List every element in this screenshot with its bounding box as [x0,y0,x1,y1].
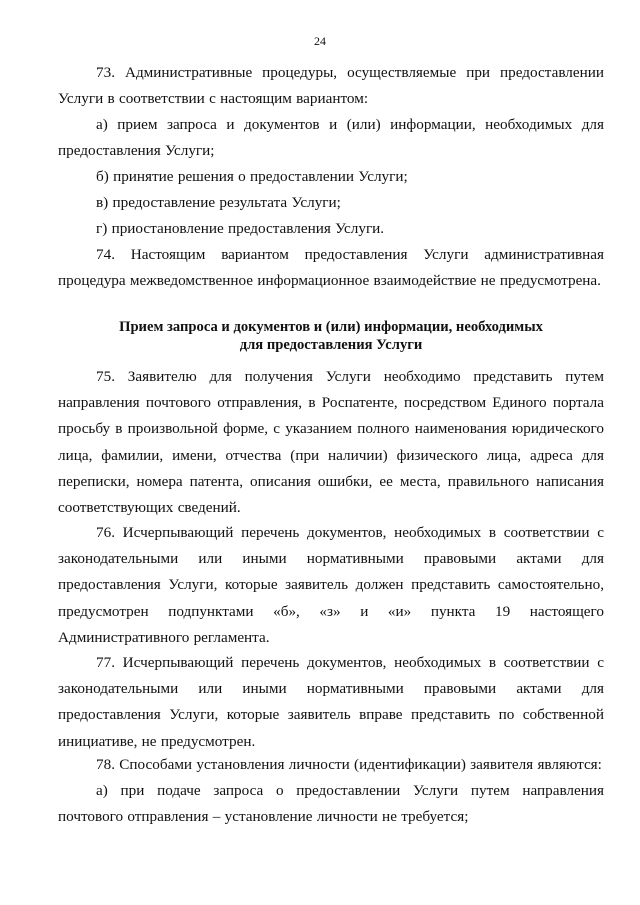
paragraph-73: 73. Административные процедуры, осуществляемые при предоставлении Услуги в соответствии с настоящим вариантом: [58,64,604,108]
paragraph-73-a: а) прием запроса и документов и (или) информации, необходимых для предоставления Услуги; [58,116,604,160]
paragraph-75: 75. Заявителю для получения Услуги необходимо представить путем направления почтового отправления, в Роспатенте, посредством Единого портала просьбу в произвольной форме, с указанием полного наименования юридического лица, фамилии, имени, отчества (при наличии) физического лица, адреса для переписки, номера патента, описания ошибки, ее места, правильного написания соответствующих сведений. [58,368,604,517]
section-heading [58,318,604,354]
paragraph-73-b: б) принятие решения о предоставлении Услуги; [96,168,408,185]
paragraph-78: 78. Способами установления личности (идентификации) заявителя являются: [96,756,602,773]
section-heading-line-2: для предоставления Услуги [239,337,423,353]
paragraph-76: 76. Исчерпывающий перечень документов, необходимых в соответствии с законодательными или иными нормативными правовыми актами для предоставления Услуги, которые заявитель должен представить самостоятельно, предусмотрен подпунктами «б», «з» и «и» пункта 19 настоящего Административного регламента. [58,524,604,646]
paragraph-73-g: г) приостановление предоставления Услуги. [96,220,385,237]
paragraph-74: 74. Настоящим вариантом предоставления Услуги административная процедура межведомственное информационное взаимодействие не предусмотрена. [58,246,604,290]
paragraph-73-v: в) предоставление результата Услуги; [96,194,341,211]
section-heading-line-1: Прием запроса и документов и (или) информации, необходимых [119,319,543,335]
paragraph-78-a: а) при подаче запроса о предоставлении Услуги путем направления почтового отправления – установление личности не требуется; [58,782,604,826]
paragraph-77: 77. Исчерпывающий перечень документов, необходимых в соответствии с законодательными или иными нормативными правовыми актами для предоставления Услуги, которые заявитель вправе представить по собственной инициативе, не предусмотрен. [58,654,604,750]
page-number: 24 [314,34,326,48]
